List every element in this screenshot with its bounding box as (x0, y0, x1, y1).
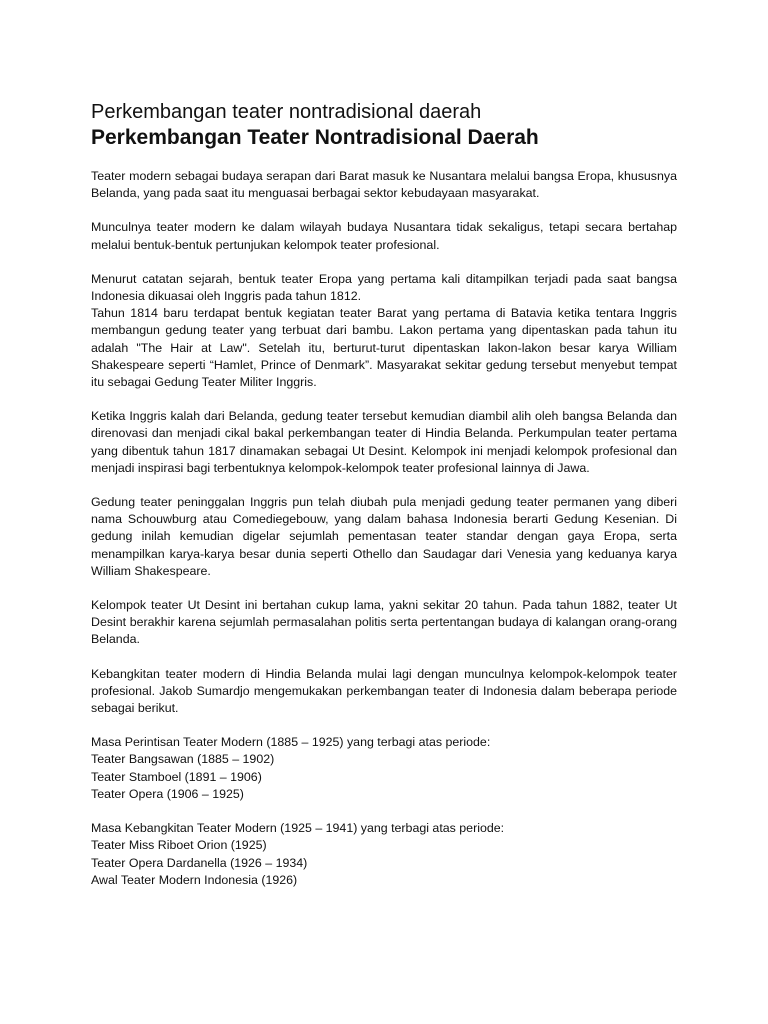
paragraph-text: Kebangkitan teater modern di Hindia Belanda mulai lagi dengan munculnya kelompok-kelompok teater profesional. Jakob Sumardjo mengemukakan perkembangan teater di Indonesia dalam beberapa periode sebagai berikut. (91, 666, 677, 716)
paragraph-text: Kelompok teater Ut Desint ini bertahan cukup lama, yakni sekitar 20 tahun. Pada tahun 1882, teater Ut Desint berakhir karena sejumlah permasalahan politis serta pertentangan budaya di kalangan orang-orang Belanda. (91, 598, 677, 647)
paragraph-3 (91, 271, 677, 391)
paragraph-4 (91, 408, 677, 477)
document-page (91, 100, 677, 906)
paragraph-text: Ketika Inggris kalah dari Belanda, gedung teater tersebut kemudian diambil alih oleh bangsa Belanda dan direnovasi dan menjadi cikal bakal perkembangan teater di Hindia Belanda. Perkumpulan teater pertama yang dibentuk tahun 1817 dinamakan sebagai Ut Desint. Kelompok ini menjadi kelompok profesional dan menjadi inspirasi bagi terbentuknya kelompok-kelompok teater profesional lainnya di Jawa. (91, 409, 677, 475)
period-item: Teater Miss Riboet Orion (1925) (91, 838, 267, 853)
period-list-perintisan (91, 734, 677, 803)
paragraph-text: Gedung teater peninggalan Inggris pun telah diubah pula menjadi gedung teater permanen yang diberi nama Schouwburg atau Comediegebouw, yang dalam bahasa Indonesia berarti Gedung Kesenian. Di gedung inilah kemudian digelar sejumlah pementasan teater standar dengan gaya Eropa, serta menampilkan karya-karya besar dunia seperti Othello dan Saudagar dari Venesia yang keduanya karya William Shakespeare. (91, 495, 677, 578)
paragraph-text: Munculnya teater modern ke dalam wilayah budaya Nusantara tidak sekaligus, tetapi secara bertahap melalui bentuk-bentuk pertunjukan kelompok teater profesional. (91, 220, 677, 252)
period-item: Teater Opera Dardanella (1926 – 1934) (91, 855, 308, 870)
paragraph-text: Tahun 1814 baru terdapat bentuk kegiatan teater Barat yang pertama di Batavia ketika tentara Inggris membangun gedung teater yang terbuat dari bambu. Lakon pertama yang dipentaskan pada tahun itu adalah "The Hair at Law". Setelah itu, berturut-turut dipentaskan lakon-lakon besar karya William Shakespeare seperti “Hamlet, Prince of Denmark”. Masyarakat sekitar gedung tersebut menyebut tempat itu sebagai Gedung Teater Militer Inggris. (91, 306, 677, 390)
period-item: Awal Teater Modern Indonesia (1926) (91, 872, 298, 887)
period-list-kebangkitan (91, 820, 677, 889)
period-item: Teater Stamboel (1891 – 1906) (91, 769, 262, 784)
paragraph-text: Teater modern sebagai budaya serapan dari Barat masuk ke Nusantara melalui bangsa Eropa, khususnya Belanda, yang pada saat itu menguasai berbagai sektor kebudayaan masyarakat. (91, 169, 677, 201)
paragraph-1 (91, 168, 677, 202)
period-item: Teater Opera (1906 – 1925) (91, 786, 244, 801)
document-title: Perkembangan Teater Nontradisional Daerah (91, 126, 539, 149)
paragraph-2 (91, 219, 677, 253)
period-heading: Masa Kebangkitan Teater Modern (1925 – 1941) yang terbagi atas periode: (91, 821, 505, 836)
paragraph-7 (91, 666, 677, 718)
paragraph-text: Menurut catatan sejarah, bentuk teater Eropa yang pertama kali ditampilkan terjadi pada saat bangsa Indonesia dikuasai oleh Inggris pada tahun 1812. (91, 271, 677, 304)
document-subtitle: Perkembangan teater nontradisional daerah (91, 101, 482, 123)
paragraph-5 (91, 494, 677, 580)
period-item: Teater Bangsawan (1885 – 1902) (91, 752, 275, 767)
period-heading: Masa Perintisan Teater Modern (1885 – 1925) yang terbagi atas periode: (91, 735, 491, 750)
paragraph-6 (91, 597, 677, 649)
